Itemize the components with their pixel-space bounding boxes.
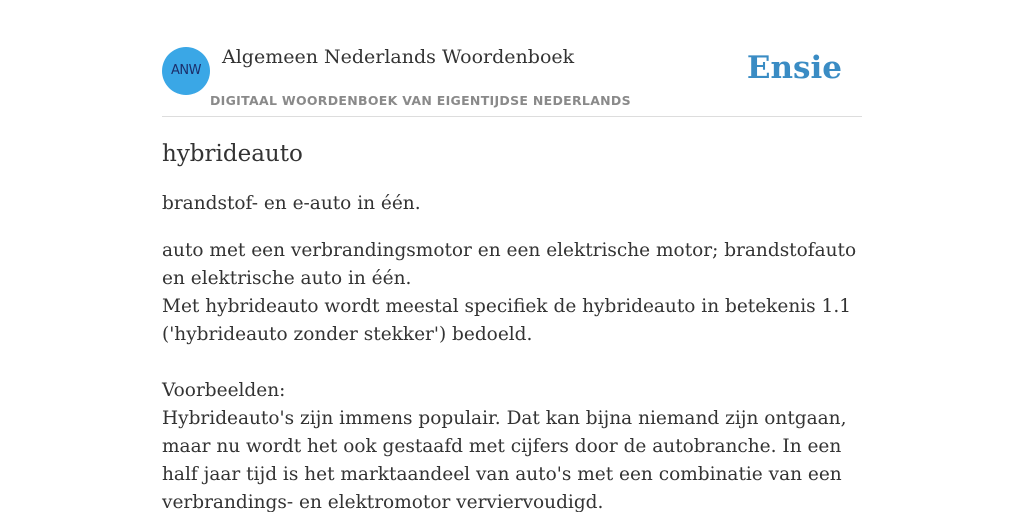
site-subtitle: DIGITAAL WOORDENBOEK VAN EIGENTIJDSE NEDERLANDS [210, 93, 631, 108]
entry-term: hybrideauto [162, 141, 303, 167]
entry-content [162, 138, 872, 512]
definition-text: auto met een verbrandingsmotor en een elektrische motor; brandstofauto en elektrische auto in één. Met hybrideauto wordt meestal specifiek de hybrideauto in betekenis 1.1 ('hybrideauto zonder stekker') bedoeld. Voorbeelden: Hybrideauto's zijn immens populair. Dat kan bijna niemand zijn ontgaan, maar nu wordt het ook gestaafd met cijfers door de autobranche. In een half jaar tijd is het marktaandeel van auto's met een combinatie van een verbrandings- en elektromotor verviervoudigd. [162, 240, 857, 512]
site-title[interactable]: Algemeen Nederlands Woordenboek [222, 46, 575, 68]
short-definition: brandstof- en e-auto in één. [162, 193, 421, 214]
site-header [162, 40, 862, 117]
ensie-brand-logo[interactable]: Ensie [746, 50, 842, 86]
anw-logo[interactable]: ANW [162, 47, 210, 95]
